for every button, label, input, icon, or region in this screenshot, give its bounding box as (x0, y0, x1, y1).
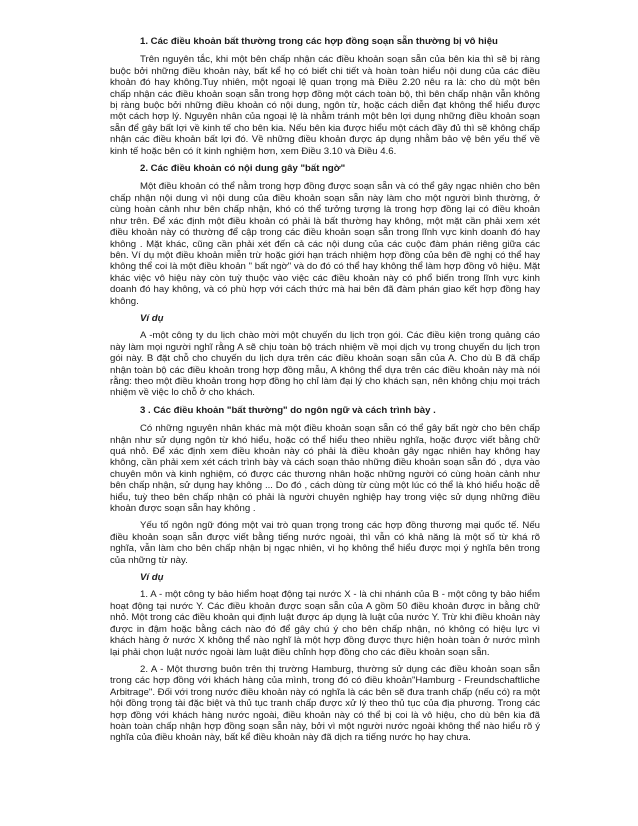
section-3-example-label: Ví dụ (140, 572, 164, 584)
section-2-example-label: Ví dụ (140, 312, 164, 324)
section-3-paragraph-1: Có những nguyên nhân khác mà một điều khoản soạn sẵn có thể gây bất ngờ cho bên chấp nhận như sử dụng ngôn từ khó hiểu, hoặc có thể hiểu theo nhiều nghĩa, hoặc được viết bằng chữ quá nhỏ. Để xác định xem điều khoản này có phải là điều khoản gây ngạc nhiên hay không hay không, cần phải xem xét cách trình bày và cách soạn thảo những điều khoản soạn sẵn đó , dựa vào chuyên môn và kinh nghiệm, có được các thương nhân hoặc những người có cùng hoàn cảnh như bên chấp nhận, sử dụng hay không ... Do đó , cách dùng từ cùng một lúc có thể là khó hiểu hoặc dễ hiểu, tuỳ theo bên chấp nhận có phải là người chuyên nghiệp hay trong việc sử dụng những điều khoản được soạn sẵn hay không . (110, 423, 540, 515)
section-3-example-1: 1. A - một công ty bảo hiểm hoạt động tại nước X - là chi nhánh của B - một công ty bảo hiểm hoạt động tại nước Y. Các điều khoản được soạn sẵn của A gồm 50 điều khoản được in bằng chữ nhỏ. Một trong các điều khoản qui định luật được áp dụng là luật của nước Y. Trừ khi điều khoản này được in đậm hoặc bằng cách nào đó để gây chú ý cho bên chấp nhận, nó không có hiệu lực vì khách hàng ở nước X không thể nào nghĩ là một hợp đồng được thực hiện hoàn toàn ở nước mình lại phải chọn luật nước ngoài làm luật điều chỉnh hợp đồng cho các điều khoản soạn sẵn. (110, 589, 540, 658)
document-page (110, 36, 540, 750)
section-3-paragraph-2: Yếu tố ngôn ngữ đóng một vai trò quan trọng trong các hợp đồng thương mại quốc tế. Nếu điều khoản soạn sẵn được viết bằng tiếng nước ngoài, thì vẫn có khả năng là một số từ khá rõ nghĩa, vẫn làm cho bên chấp nhận bị ngạc nhiên, vì họ không thể hiểu được mọi ý nghĩa bên trong của những từ này. (110, 520, 540, 566)
section-2-example: A -một công ty du lịch chào mời một chuyến du lịch trọn gói. Các điều kiện trong quảng cáo này làm mọi người nghĩ rằng A sẽ chịu toàn bộ trách nhiệm về mọi dịch vụ trong chuyến du lịch trọn gói này. B đặt chỗ cho chuyến du lịch dựa trên các điều khoản soạn sẵn của A. Cho dù B đã chấp nhận toàn bộ các điều khoản trong hợp đồng mẫu, A không thể dựa trên các điều khoản này mà nói rằng: theo một điều khoản trong hợp đồng họ chỉ làm đại lý cho khách sạn, nên không chịu mọi trách nhiệm về việc lo chỗ ở cho khách. (110, 330, 540, 399)
section-3-heading: 3 . Các điều khoản "bất thường" do ngôn ngữ và cách trình bày . (140, 404, 436, 416)
section-1-heading: 1. Các điều khoản bất thường trong các hợp đồng soạn sẵn thường bị vô hiệu (140, 36, 498, 47)
section-3-example-2: 2. A - Một thương buôn trên thị trường Hamburg, thường sử dụng các điều khoản soạn sẵn trong các hợp đồng với khách hàng của mình, trong đó có điều khoản"Hamburg - Freundschaftliche Arbitrage". Đối với trong nước điều khoản này có nghĩa là các bên sẽ đưa tranh chấp (nếu có) ra một hội đồng trọng tài đặc biệt và thủ tục tranh chấp được xử lý theo thủ tục của địa phương. Trong các hợp đồng với khách hàng nước ngoài, điều khoản này có thể bị coi là vô hiệu, cho dù bên kia đã hoàn toàn chấp nhận hợp đồng soạn sẵn này, bởi vì một người nước ngoài không thể nào hiểu rõ ý nghĩa của điều khoản này, bất kể điều khoản này đã dịch ra tiếng nước họ hay chưa. (110, 663, 540, 744)
section-2-heading: 2. Các điều khoản có nội dung gây "bất ngờ" (140, 163, 346, 175)
section-2-paragraph: Một điều khoản có thể nằm trong hợp đồng được soạn sẵn và có thể gây ngạc nhiên cho bên chấp nhận nội dung vì nội dung của điều khoản soạn sẵn này làm cho một người bình thường, ở cùng hoàn cảnh như bên chấp nhận, khó có thể tưởng tượng là trong hợp đồng lại có điều khoản như trên. Để xác định một điều khoản có phải là bất thường hay không, một mặt cần phải xem xét điều khoản này có thường để cập trong các điều khoản soạn sẵn trong lĩnh vực kinh doanh đó hay không . Mặt khác, cũng cần phải xét đến cả các nội dung của các cuộc đàm phán riêng giữa các bên. Ví dụ một điều khoản miễn trừ hoặc giới hạn trách nhiệm hợp đồng của bên đề nghị có thể hay không thể coi là một điều khoản " bất ngờ" và do đó có thể hay không thể làm hợp đồng vô hiệu. Mặt khác việc vô hiệu này còn tuỳ thuộc vào việc các điều khoản này có phổ biến trong lĩnh vực kinh doanh đó hay không, và có phù hợp với cách thức mà hai bên đã đàm phán giao kết hợp đồng hay không. (110, 181, 540, 307)
section-1-paragraph: Trên nguyên tắc, khi một bên chấp nhận các điều khoản soạn sẵn của bên kia thì sẽ bị ràng buộc bởi những điều khoản này, bất kể họ có biết chi tiết và hoàn toàn hiểu nội dung của các điều khoản đó hay không.Tuy nhiên, một ngoại lệ quan trọng mà Điều 2.20 nêu ra là: cho dù một bên chấp nhận các điều khoản soạn sẵn trong hợp đồng một cách toàn bộ, thì bên chấp nhận vẫn không bị ràng buộc bởi những điều khoản có nội dung, ngôn từ, hoặc cách diễn đạt không thể hiểu được một cách hợp lý. Nguyên nhân của ngoại lệ là nhằm tránh một bên lợi dụng những điều khoản soạn sẵn để gây bất lợi về kinh tế cho bên kia. Nếu bên kia được hiểu một cách đầy đủ thì sẽ không chấp nhận các điều khoản bất lợi đó. Về những điều khoản được áp dụng nhằm bảo vệ bên yếu thế về kinh tế hoặc bên có ít kinh nghiệm hơn, xem Điều 3.10 và Điều 4.6. (110, 54, 540, 157)
